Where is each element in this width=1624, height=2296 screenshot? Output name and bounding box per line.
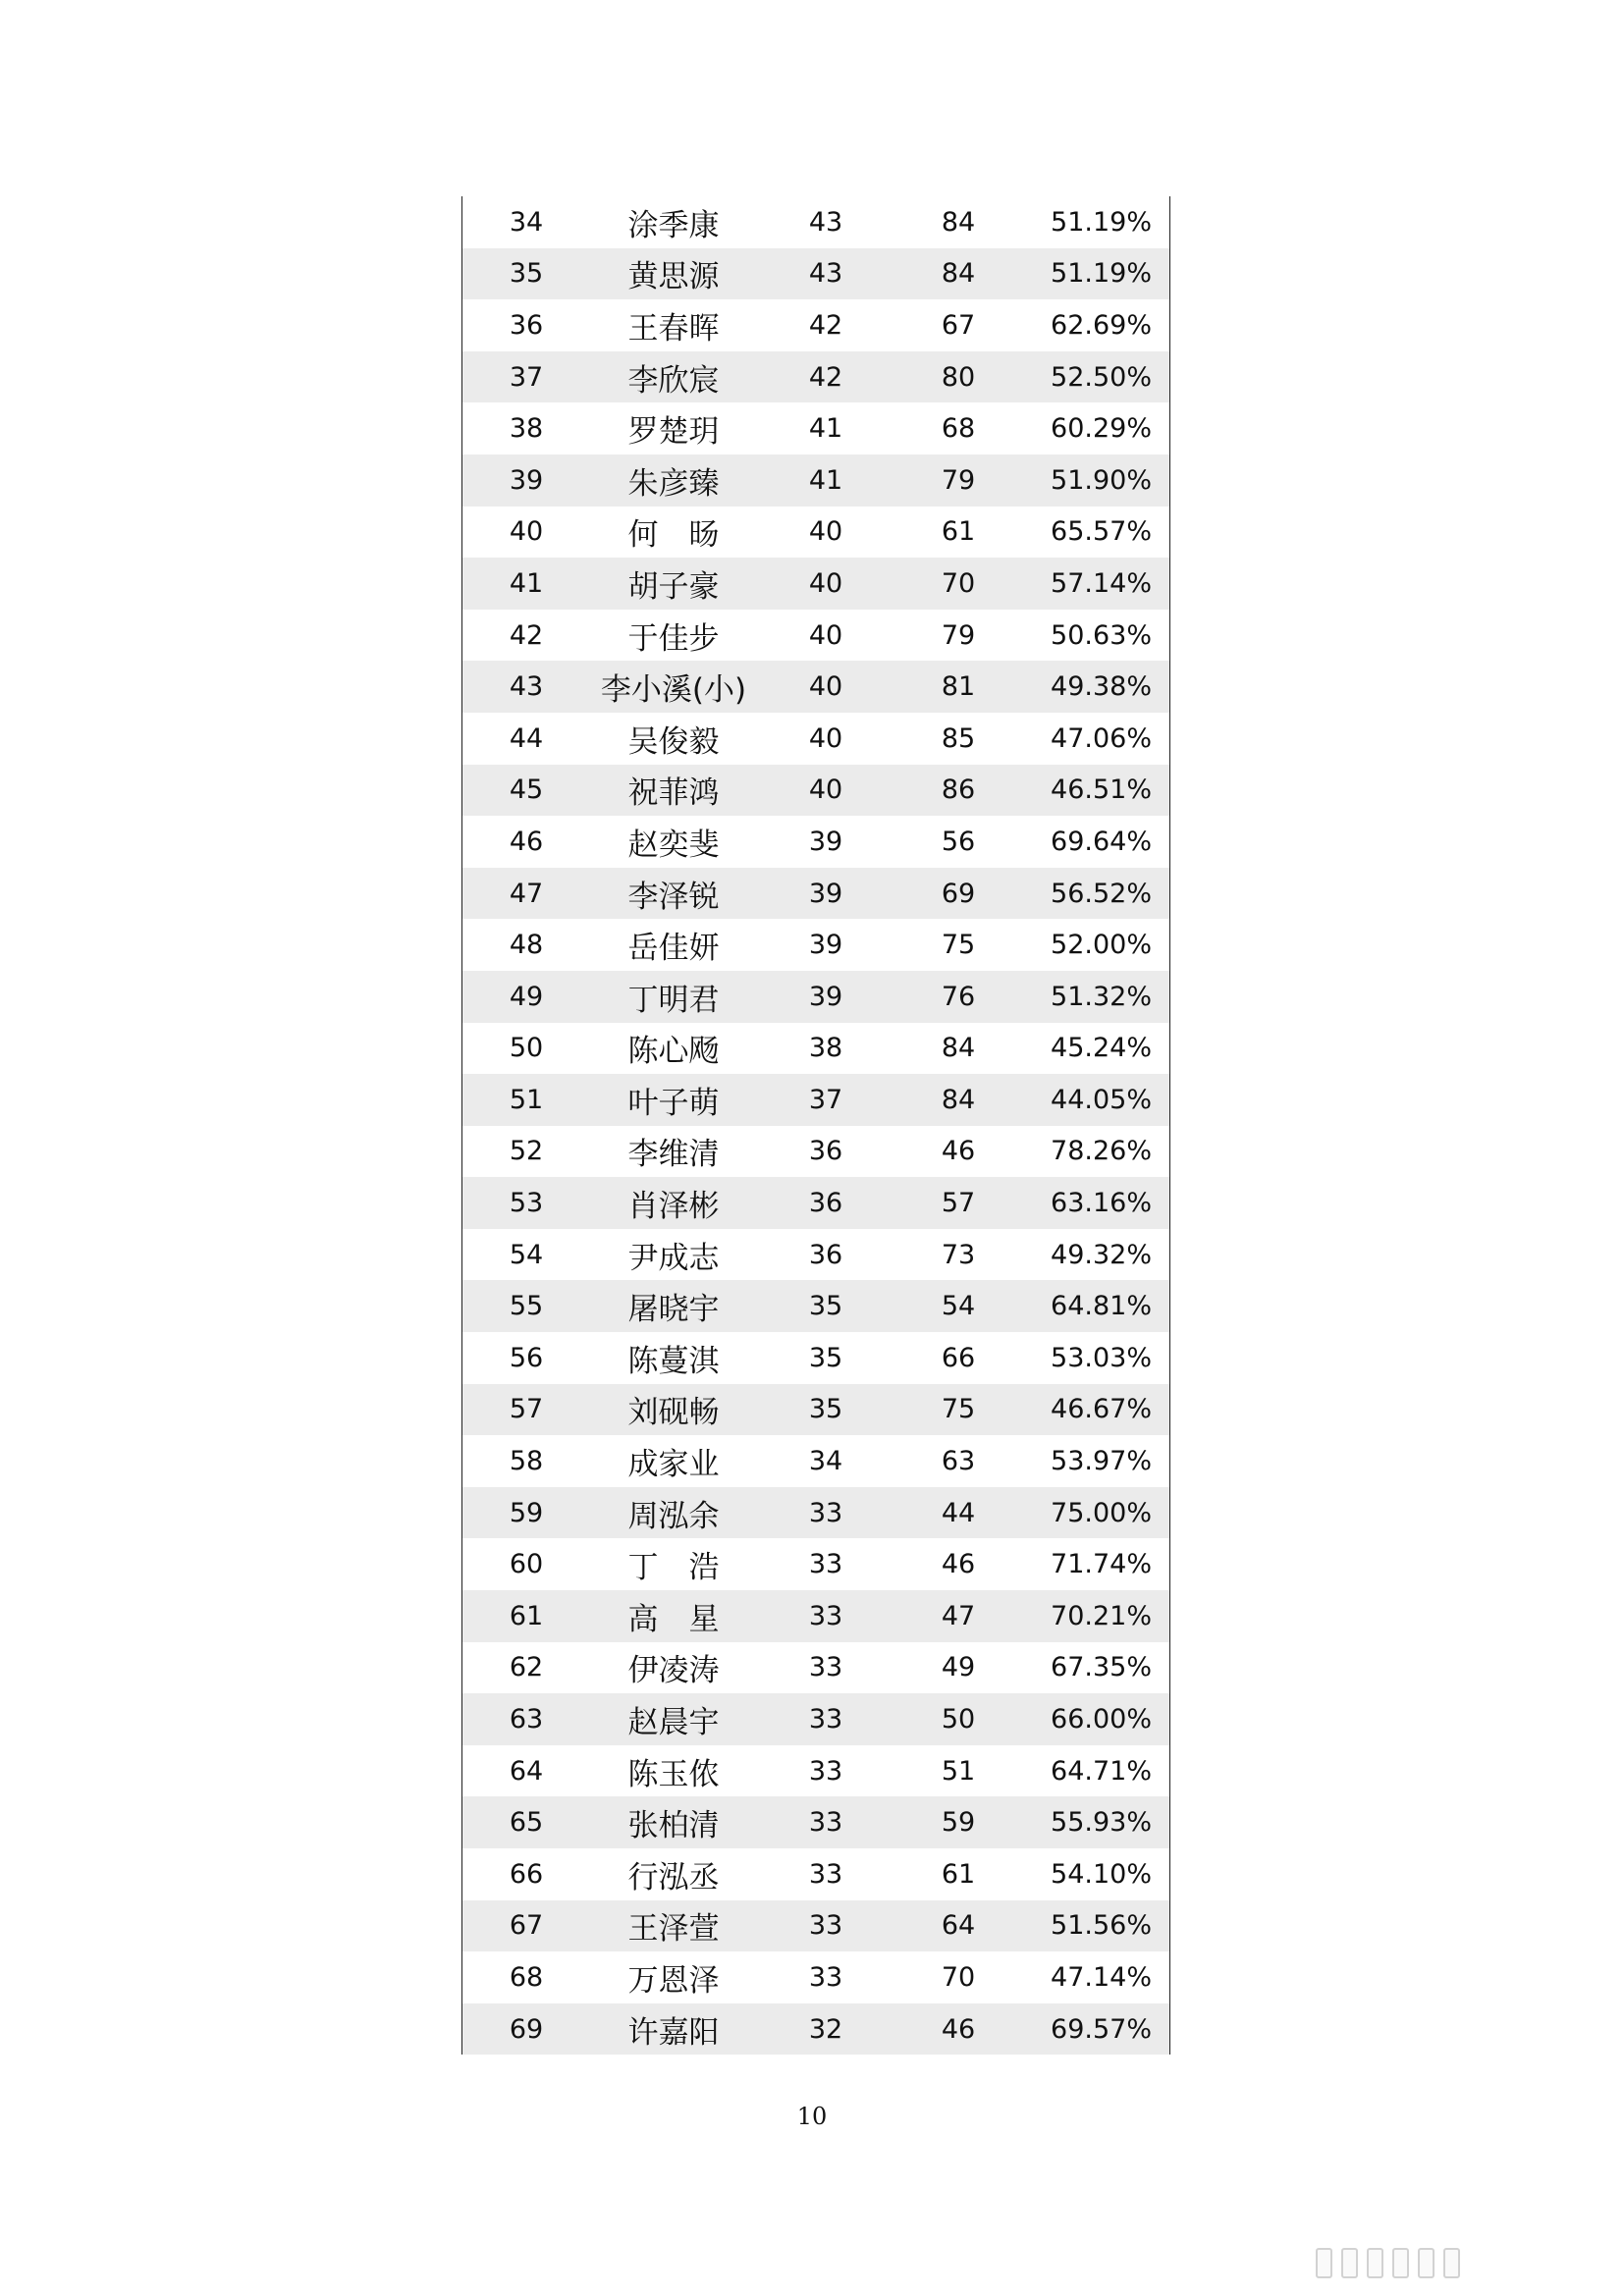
score-cell: 40	[808, 619, 843, 651]
name-cell: 李欣宸	[627, 362, 720, 399]
table-row	[462, 1487, 1169, 1539]
watermark-bar-icon	[1392, 2248, 1409, 2278]
table-row	[462, 1642, 1169, 1694]
rank-cell: 69	[509, 2013, 544, 2045]
percentage-cell: 69.57%	[1051, 2013, 1152, 2045]
name-cell: 李泽锐	[627, 879, 720, 915]
rank-cell: 41	[509, 567, 544, 599]
name-cell: 王春晖	[627, 310, 720, 347]
name-cell: 李维清	[627, 1137, 720, 1173]
percentage-cell: 46.51%	[1051, 774, 1152, 806]
score-cell: 41	[808, 464, 843, 496]
table-row	[462, 351, 1169, 403]
percentage-cell: 46.67%	[1051, 1394, 1152, 1425]
page-number: 10	[796, 2103, 828, 2130]
percentage-cell: 44.05%	[1051, 1084, 1152, 1115]
score-cell: 40	[808, 567, 843, 599]
rank-cell: 34	[509, 206, 544, 238]
name-cell: 赵晨宇	[627, 1705, 720, 1741]
score-cell: 33	[808, 1652, 843, 1683]
total-cell: 67	[941, 309, 976, 341]
rank-cell: 63	[509, 1704, 544, 1735]
rank-cell: 68	[509, 1961, 544, 1993]
percentage-cell: 67.35%	[1051, 1652, 1152, 1683]
rank-cell: 60	[509, 1549, 544, 1580]
table-row	[462, 868, 1169, 920]
name-cell: 陈蔓淇	[627, 1343, 720, 1379]
rank-cell: 56	[509, 1342, 544, 1373]
table-row	[462, 1332, 1169, 1384]
table-row	[462, 402, 1169, 454]
table-row	[462, 1177, 1169, 1229]
name-cell: 行泓丞	[627, 1859, 720, 1896]
percentage-cell: 55.93%	[1051, 1807, 1152, 1839]
table-row	[462, 507, 1169, 559]
rank-cell: 42	[509, 619, 544, 651]
percentage-cell: 63.16%	[1051, 1188, 1152, 1219]
table-row	[462, 299, 1169, 351]
total-cell: 46	[941, 1136, 976, 1167]
table-row	[462, 196, 1169, 248]
rank-cell: 66	[509, 1858, 544, 1890]
total-cell: 44	[941, 1497, 976, 1528]
total-cell: 73	[941, 1239, 976, 1270]
name-cell: 伊凌涛	[627, 1653, 720, 1689]
score-cell: 32	[808, 2013, 843, 2045]
table-row	[462, 1796, 1169, 1848]
rank-cell: 37	[509, 361, 544, 393]
percentage-cell: 60.29%	[1051, 413, 1152, 445]
table-row	[462, 1745, 1169, 1797]
score-cell: 35	[808, 1291, 843, 1322]
table-row	[462, 1900, 1169, 1952]
rank-cell: 40	[509, 516, 544, 548]
percentage-cell: 49.38%	[1051, 671, 1152, 703]
total-cell: 63	[941, 1446, 976, 1477]
name-cell: 周泓余	[627, 1498, 720, 1534]
rank-cell: 52	[509, 1136, 544, 1167]
table-row	[462, 1693, 1169, 1745]
percentage-cell: 66.00%	[1051, 1704, 1152, 1735]
table-row	[462, 971, 1169, 1023]
rank-cell: 44	[509, 722, 544, 754]
table-row	[462, 919, 1169, 971]
watermark-bar-icon	[1443, 2248, 1460, 2278]
rank-cell: 62	[509, 1652, 544, 1683]
table-row	[462, 1280, 1169, 1332]
total-cell: 84	[941, 206, 976, 238]
rank-cell: 59	[509, 1497, 544, 1528]
name-cell: 张柏清	[627, 1808, 720, 1844]
total-cell: 57	[941, 1188, 976, 1219]
name-cell: 何 旸	[627, 517, 720, 554]
rank-cell: 39	[509, 464, 544, 496]
name-cell: 刘砚畅	[627, 1395, 720, 1431]
percentage-cell: 51.32%	[1051, 981, 1152, 1012]
rank-cell: 61	[509, 1600, 544, 1631]
total-cell: 70	[941, 567, 976, 599]
ranking-table	[461, 196, 1170, 2055]
total-cell: 64	[941, 1910, 976, 1942]
rank-cell: 67	[509, 1910, 544, 1942]
total-cell: 79	[941, 464, 976, 496]
percentage-cell: 45.24%	[1051, 1033, 1152, 1064]
percentage-cell: 51.90%	[1051, 464, 1152, 496]
percentage-cell: 47.06%	[1051, 722, 1152, 754]
total-cell: 61	[941, 1858, 976, 1890]
watermark-bar-icon	[1367, 2248, 1383, 2278]
score-cell: 38	[808, 1033, 843, 1064]
watermark-bar-icon	[1341, 2248, 1358, 2278]
rank-cell: 49	[509, 981, 544, 1012]
percentage-cell: 51.19%	[1051, 206, 1152, 238]
score-cell: 42	[808, 309, 843, 341]
total-cell: 86	[941, 774, 976, 806]
score-cell: 33	[808, 1961, 843, 1993]
table-row	[462, 454, 1169, 507]
rank-cell: 35	[509, 258, 544, 290]
total-cell: 49	[941, 1652, 976, 1683]
percentage-cell: 78.26%	[1051, 1136, 1152, 1167]
percentage-cell: 54.10%	[1051, 1858, 1152, 1890]
percentage-cell: 56.52%	[1051, 878, 1152, 909]
rank-cell: 45	[509, 774, 544, 806]
name-cell: 高 星	[627, 1601, 720, 1637]
name-cell: 成家业	[627, 1447, 720, 1483]
total-cell: 75	[941, 1394, 976, 1425]
name-cell: 李小溪(小)	[600, 672, 747, 709]
score-cell: 39	[808, 981, 843, 1012]
name-cell: 许嘉阳	[627, 2014, 720, 2051]
total-cell: 56	[941, 826, 976, 857]
score-cell: 41	[808, 413, 843, 445]
score-cell: 34	[808, 1446, 843, 1477]
table-row	[462, 1074, 1169, 1126]
percentage-cell: 49.32%	[1051, 1239, 1152, 1270]
score-cell: 36	[808, 1188, 843, 1219]
name-cell: 祝菲鸿	[627, 775, 720, 812]
total-cell: 80	[941, 361, 976, 393]
score-cell: 40	[808, 516, 843, 548]
score-cell: 33	[808, 1807, 843, 1839]
name-cell: 岳佳妍	[627, 931, 720, 967]
name-cell: 万恩泽	[627, 1962, 720, 1999]
table-row	[462, 1023, 1169, 1075]
total-cell: 68	[941, 413, 976, 445]
rank-cell: 57	[509, 1394, 544, 1425]
score-cell: 33	[808, 1600, 843, 1631]
total-cell: 46	[941, 2013, 976, 2045]
name-cell: 陈玉侬	[627, 1756, 720, 1792]
table-row	[462, 1126, 1169, 1178]
table-row	[462, 2003, 1169, 2056]
score-cell: 40	[808, 671, 843, 703]
score-cell: 35	[808, 1342, 843, 1373]
name-cell: 肖泽彬	[627, 1189, 720, 1225]
rank-cell: 36	[509, 309, 544, 341]
percentage-cell: 64.71%	[1051, 1755, 1152, 1787]
total-cell: 59	[941, 1807, 976, 1839]
score-cell: 33	[808, 1910, 843, 1942]
score-cell: 33	[808, 1549, 843, 1580]
name-cell: 屠晓宇	[627, 1292, 720, 1328]
percentage-cell: 47.14%	[1051, 1961, 1152, 1993]
table-row	[462, 558, 1169, 610]
percentage-cell: 64.81%	[1051, 1291, 1152, 1322]
name-cell: 王泽萱	[627, 1911, 720, 1948]
table-row	[462, 1229, 1169, 1281]
score-cell: 39	[808, 878, 843, 909]
percentage-cell: 52.50%	[1051, 361, 1152, 393]
score-cell: 40	[808, 722, 843, 754]
rank-cell: 55	[509, 1291, 544, 1322]
total-cell: 76	[941, 981, 976, 1012]
name-cell: 罗楚玥	[627, 414, 720, 451]
table-row	[462, 1435, 1169, 1487]
score-cell: 39	[808, 826, 843, 857]
percentage-cell: 53.03%	[1051, 1342, 1152, 1373]
name-cell: 涂季康	[627, 207, 720, 243]
name-cell: 丁明君	[627, 982, 720, 1018]
score-cell: 33	[808, 1704, 843, 1735]
table-row	[462, 610, 1169, 662]
table-row	[462, 1848, 1169, 1900]
percentage-cell: 51.19%	[1051, 258, 1152, 290]
watermark-logo	[1316, 2248, 1460, 2278]
percentage-cell: 62.69%	[1051, 309, 1152, 341]
rank-cell: 43	[509, 671, 544, 703]
name-cell: 尹成志	[627, 1240, 720, 1276]
table-row	[462, 1951, 1169, 2003]
rank-cell: 53	[509, 1188, 544, 1219]
percentage-cell: 53.97%	[1051, 1446, 1152, 1477]
score-cell: 39	[808, 930, 843, 961]
table-row	[462, 1590, 1169, 1642]
score-cell: 33	[808, 1755, 843, 1787]
table-row	[462, 1384, 1169, 1436]
table-row	[462, 248, 1169, 300]
rank-cell: 46	[509, 826, 544, 857]
total-cell: 66	[941, 1342, 976, 1373]
rank-cell: 48	[509, 930, 544, 961]
score-cell: 36	[808, 1239, 843, 1270]
total-cell: 79	[941, 619, 976, 651]
name-cell: 朱彦臻	[627, 465, 720, 502]
rank-cell: 58	[509, 1446, 544, 1477]
watermark-bar-icon	[1418, 2248, 1435, 2278]
percentage-cell: 69.64%	[1051, 826, 1152, 857]
name-cell: 吴俊毅	[627, 723, 720, 760]
total-cell: 85	[941, 722, 976, 754]
rank-cell: 64	[509, 1755, 544, 1787]
total-cell: 70	[941, 1961, 976, 1993]
score-cell: 43	[808, 206, 843, 238]
rank-cell: 51	[509, 1084, 544, 1115]
table-row	[462, 1538, 1169, 1590]
total-cell: 81	[941, 671, 976, 703]
name-cell: 黄思源	[627, 259, 720, 295]
total-cell: 84	[941, 258, 976, 290]
percentage-cell: 52.00%	[1051, 930, 1152, 961]
total-cell: 54	[941, 1291, 976, 1322]
total-cell: 84	[941, 1033, 976, 1064]
total-cell: 46	[941, 1549, 976, 1580]
total-cell: 84	[941, 1084, 976, 1115]
table-row	[462, 661, 1169, 713]
table-row	[462, 713, 1169, 765]
score-cell: 36	[808, 1136, 843, 1167]
name-cell: 赵奕斐	[627, 827, 720, 863]
rank-cell: 38	[509, 413, 544, 445]
percentage-cell: 57.14%	[1051, 567, 1152, 599]
percentage-cell: 75.00%	[1051, 1497, 1152, 1528]
table-row	[462, 816, 1169, 868]
percentage-cell: 51.56%	[1051, 1910, 1152, 1942]
watermark-bar-icon	[1316, 2248, 1332, 2278]
name-cell: 叶子萌	[627, 1085, 720, 1121]
percentage-cell: 70.21%	[1051, 1600, 1152, 1631]
name-cell: 陈心飏	[627, 1034, 720, 1070]
score-cell: 43	[808, 258, 843, 290]
total-cell: 47	[941, 1600, 976, 1631]
score-cell: 40	[808, 774, 843, 806]
rank-cell: 47	[509, 878, 544, 909]
total-cell: 69	[941, 878, 976, 909]
score-cell: 42	[808, 361, 843, 393]
percentage-cell: 65.57%	[1051, 516, 1152, 548]
name-cell: 胡子豪	[627, 568, 720, 605]
name-cell: 丁 浩	[627, 1550, 720, 1586]
rank-cell: 54	[509, 1239, 544, 1270]
rank-cell: 50	[509, 1033, 544, 1064]
percentage-cell: 50.63%	[1051, 619, 1152, 651]
table-row	[462, 765, 1169, 817]
name-cell: 于佳步	[627, 620, 720, 657]
score-cell: 33	[808, 1858, 843, 1890]
score-cell: 37	[808, 1084, 843, 1115]
total-cell: 61	[941, 516, 976, 548]
rank-cell: 65	[509, 1807, 544, 1839]
total-cell: 50	[941, 1704, 976, 1735]
score-cell: 33	[808, 1497, 843, 1528]
total-cell: 75	[941, 930, 976, 961]
percentage-cell: 71.74%	[1051, 1549, 1152, 1580]
score-cell: 35	[808, 1394, 843, 1425]
total-cell: 51	[941, 1755, 976, 1787]
